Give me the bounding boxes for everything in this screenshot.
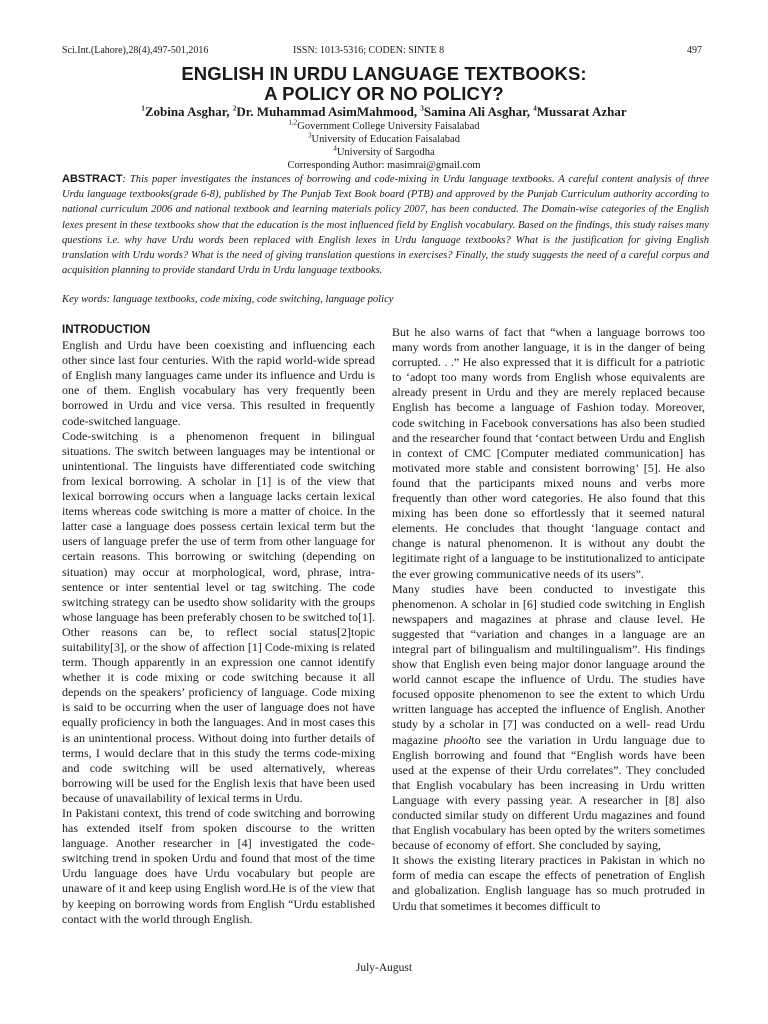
corresponding-author: Corresponding Author: masimrai@gmail.com (287, 160, 481, 171)
abstract (62, 172, 709, 278)
author-3: Samina Ali Asghar, (423, 104, 534, 119)
issue-footer: July-August (355, 962, 413, 974)
author-4-index: 4 (533, 104, 537, 113)
title-line-1: ENGLISH IN URDU LANGUAGE TEXTBOOKS: (181, 63, 587, 84)
right-paragraph-2-start: Many studies have been conducted to investigate this phenomenon. A scholar in [6] studied code switching in English newspapers and magazines at phrase and clause level. He suggested that “variation and changes in a language are an integral part of bilingualism and multilingualism”. His findings show that English even being major donor language around the world cannot escape the influence of Urdu. The studies have focused opposite phenomenon to see the extent to which Urdu written language has accepted the influence of English. Another study by a scholar in [7] was conducted on a well- read Urdu magazine (392, 581, 705, 747)
author-1-index: 1 (141, 104, 145, 113)
affiliation-3-text: University of Sargodha (336, 147, 435, 158)
affiliation-2-text: University of Education Faisalabad (311, 134, 460, 145)
left-column (62, 323, 375, 927)
right-column (392, 325, 705, 914)
abstract-label: ABSTRACT (62, 173, 123, 185)
author-2: Dr. Muhammad AsimMahmood, (236, 104, 421, 119)
right-paragraph-2 (392, 582, 705, 854)
affiliation-2-index: 3 (308, 131, 312, 140)
page-number: 497 (687, 45, 702, 56)
issn-line: ISSN: 1013-5316; CODEN: SINTE 8 (293, 45, 445, 56)
author-4: Mussarat Azhar (536, 104, 627, 119)
author-list (60, 104, 708, 120)
title-line-2: A POLICY OR NO POLICY? (264, 83, 504, 104)
right-paragraph-2-end: to see the variation in Urdu language due to English borrowing and found that “English words have been used at the expense of their Urdu correlates”. They concluded that English vocabulary has been increasing in Urdu written Language with every passing year. A researcher in [8] also conducted similar study on different Urdu magazines and found that English vocabulary has been opted by the writers sometimes because of economy of effort. She concluded by saying, (392, 732, 705, 853)
magazine-name: phool (443, 732, 472, 747)
affiliation-1-index: 1,2 (288, 118, 298, 127)
section-heading-introduction: INTRODUCTION (62, 324, 151, 336)
right-paragraph-3: It shows the existing literary practices in Pakistan in which no form of media can escape the effects of penetration of English and globalization. English language has so much protruded in Urdu that sometimes it becomes difficult to (392, 853, 705, 913)
affiliation-2 (60, 131, 708, 147)
left-paragraph-3: In Pakistani context, this trend of code switching and borrowing has extended itself from spoken discourse to the written language. Another researcher in [4] investigated the code-switching trend in spoken Urdu and found that most of the time Urdu language does have Urdu vocabulary but people are unaware of it and keep using English word.He is of the view that by keeping on borrowing words from English “Urdu established contact with the world through English. (62, 806, 375, 926)
affiliation-1 (60, 118, 708, 134)
abstract-text: : This paper investigates the instances of borrowing and code-mixing in Urdu language textbooks. A careful content analysis of three Urdu language textbooks(grade 6-8), published by The Punjab Text Book board (PTB) and approved by the Punjab Curriculum authority according to national curriculum 2006 and national textbook and learning materials policy 2007, has been conducted. The Domain-wise categories of the English lexes present in these textbooks show that the education is the most influenced field by English vocabulary. Based on the findings, this study raises many questions i.e. why have Urdu words been replaced with English lexes in Urdu language textbooks? What is the justification for giving English translation with Urdu words? What is the need of giving translation questions in exercises? Finally, the study suggests the need of a careful corpus and acquisition planning to provide standard Urdu in Urdu language textbooks. (62, 174, 709, 277)
affiliation-3-index: 4 (333, 144, 337, 153)
author-3-index: 3 (420, 104, 424, 113)
right-paragraph-1: But he also warns of fact that “when a language borrows too many words from another language, it is in the danger of being corrupted. . .” He also expressed that it is difficult for a patriotic to ‘adopt too many words from English whose equivalents are already present in Urdu and they are merely replaced because English has become a language of Fashion today. Moreover, code switching in Facebook conversations has also been studied and the researcher found that ‘contact between Urdu and English in context of CMC [Computer mediated communication] has motivated more stable and consistent borrowing’ [5]. He also found that the participants mixed nouns and verbs more frequently than other word categories. He also found that this mixing has been done so effortlessly that it seemed natural elements. He concludes that thought ‘language contact and change is natural phenomenon. It is without any doubt the legitimate right of a language to be institutionalized to anticipate the ever growing communicative needs of its users”. (392, 325, 705, 581)
keywords: Key words: language textbooks, code mixing, code switching, language policy (62, 294, 394, 305)
author-1: Zobina Asghar, (144, 104, 233, 119)
affiliation-1-text: Government College University Faisalabad (297, 121, 480, 132)
left-paragraph-1: English and Urdu have been coexisting and influencing each other since last four centuries. With the rapid world-wide spread of English many languages came under its influence and Urdu is one of them. English vocabulary has very frequently been borrowed in Urdu and vice versa. This resulted in frequently code-switched language. (62, 338, 375, 428)
left-paragraph-2: Code-switching is a phenomenon frequent in bilingual situations. The switch between languages may be intentional or unintentional. The linguists have differentiated code switching from lexical borrowing. A scholar in [1] is of the view that lexical borrowing occurs when a language lacks certain lexical items whereas code switching is more a matter of choice. In the latter case a language does possess certain lexical term but the users of language prefer the use of term from other language for certain reasons. This borrowing or switching (depending on situation) may occur at morphological, word, phrase, intra-sentence or inter sentential level or tag switching. The code switching strategy can be usedto show solidarity with the groups whose language has been preferably chosen to be switched to[1]. Other reasons can be, to reflect social status[2]topic suitability[3], or the show of affection [1] Code-mixing is related term. Though apparently in an expression one cannot identify whether it is code mixing or code switching because it all depends on the speakers’ proficiency of language. Code mixing is said to be occurring when the user of language does not have equally proficiency in both the languages. And in most cases this is an unintentional process. Without doing into further details of terms, I would declare that in this study the terms code-mixing and code switching will be used alternatively, whereas borrowing will be used for the English lexis that have been used because of unavailability of lexical terms in Urdu. (62, 428, 375, 805)
affiliation-3 (60, 144, 708, 160)
journal-citation: Sci.Int.(Lahore),28(4),497-501,2016 (62, 45, 209, 56)
author-2-index: 2 (232, 104, 237, 113)
paper-title (60, 64, 708, 104)
